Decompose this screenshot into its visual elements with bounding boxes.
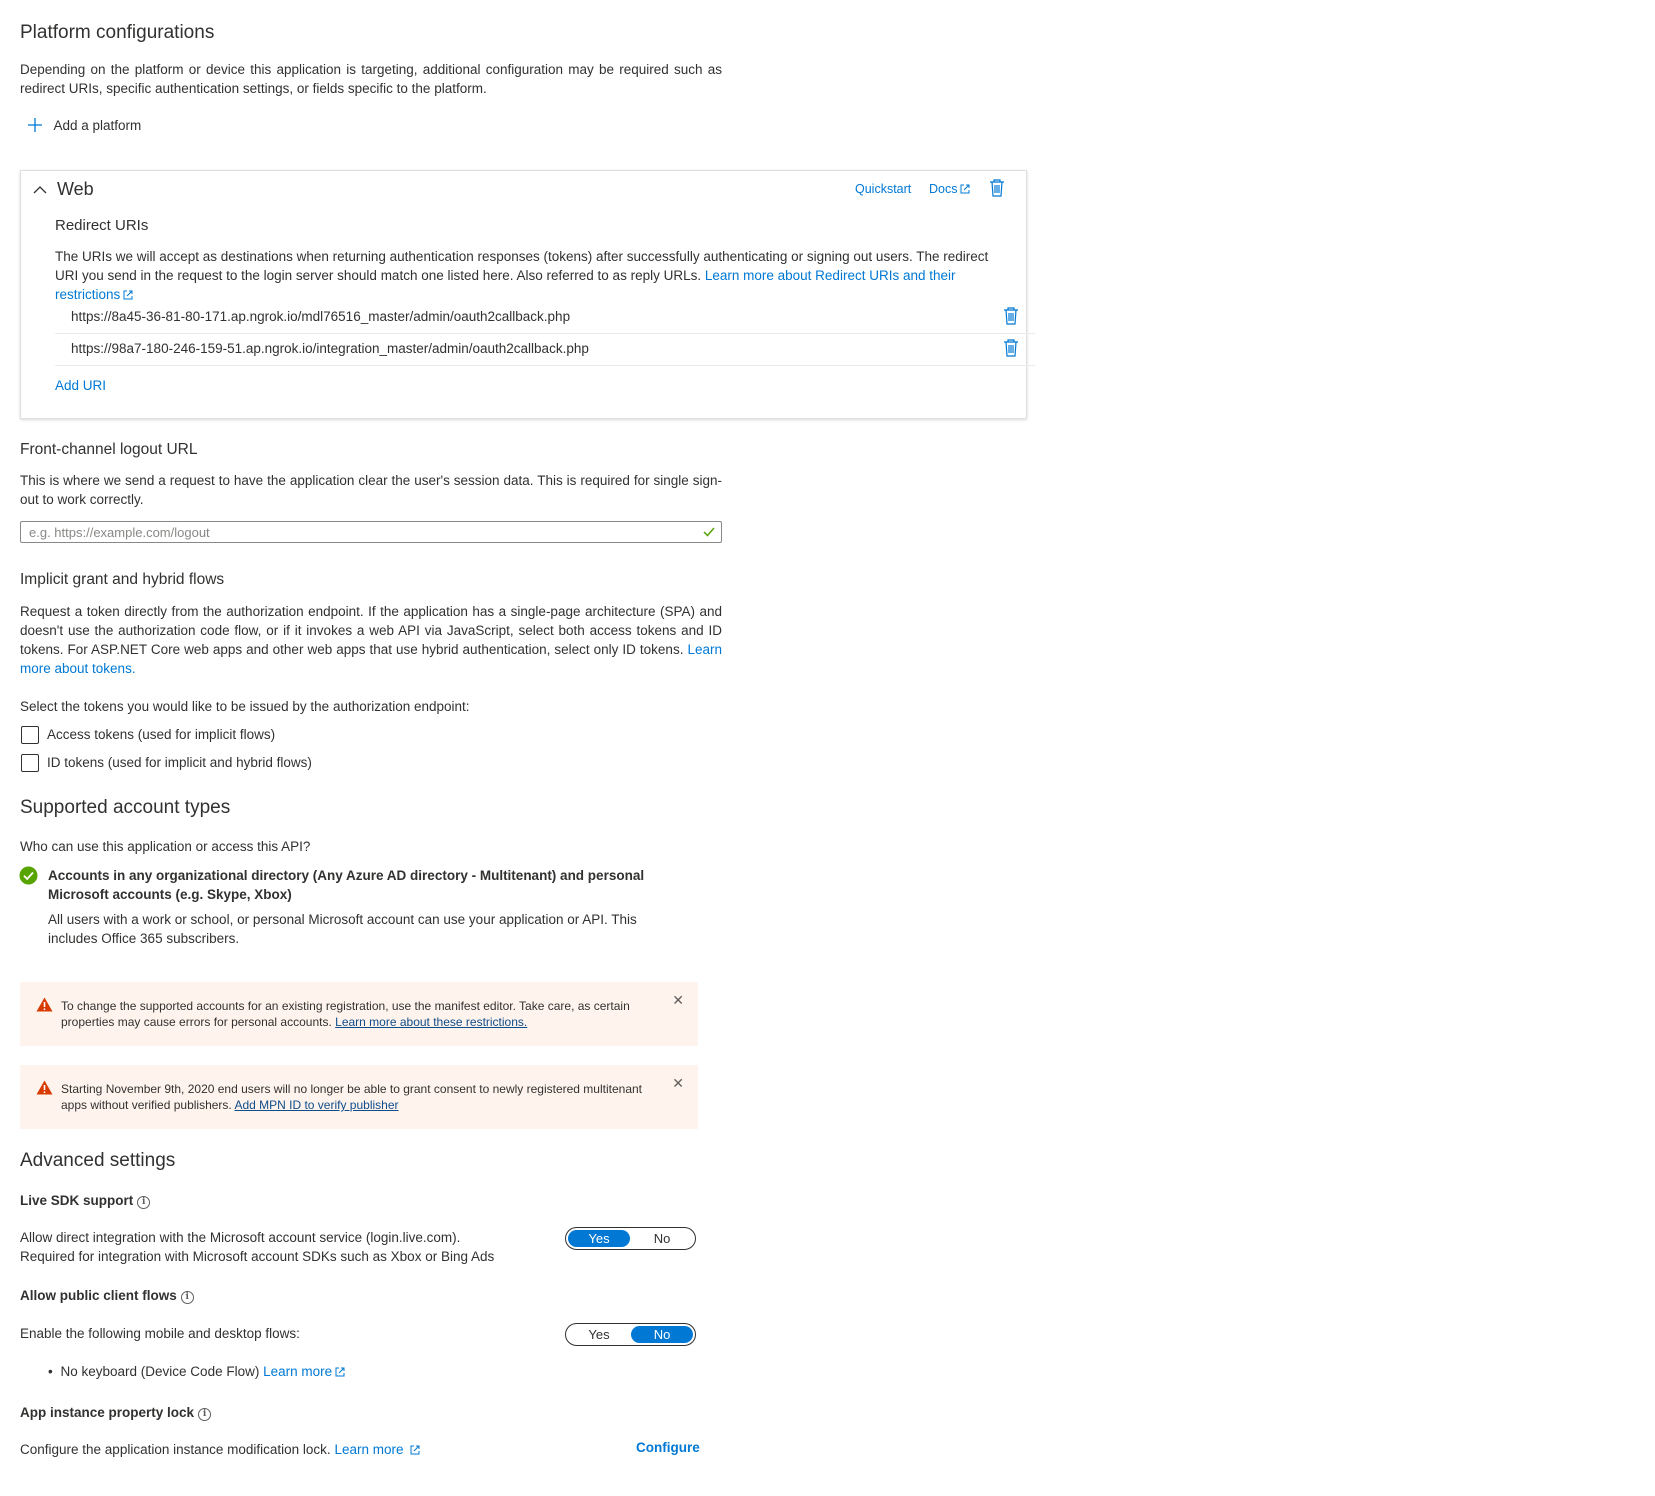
select-tokens-label: Select the tokens you would like to be issued by the authorization endpoint: bbox=[20, 699, 470, 714]
warning-message bbox=[61, 998, 651, 1030]
learn-more-restrictions-link[interactable]: Learn more about these restrictions. bbox=[335, 1015, 528, 1029]
implicit-description bbox=[20, 602, 722, 678]
warning-text: Starting November 9th, 2020 end users will no longer be able to grant consent to newly registered multitenant apps without verified publishers. bbox=[61, 1082, 643, 1112]
device-code-flow-label: No keyboard (Device Code Flow) bbox=[60, 1364, 260, 1379]
access-tokens-checkbox[interactable] bbox=[21, 726, 39, 744]
plus-icon bbox=[27, 117, 43, 138]
live-sdk-desc-line1: Allow direct integration with the Microsoft account service (login.live.com). bbox=[20, 1230, 461, 1245]
info-icon[interactable]: i bbox=[198, 1408, 211, 1421]
id-tokens-label: ID tokens (used for implicit and hybrid flows) bbox=[47, 755, 312, 770]
bullet: • bbox=[48, 1364, 53, 1379]
external-link-icon bbox=[409, 1442, 421, 1461]
warning-icon bbox=[36, 1080, 53, 1100]
external-link-icon bbox=[959, 183, 971, 198]
delete-platform-icon[interactable] bbox=[989, 179, 1005, 202]
account-types-title: Supported account types bbox=[20, 797, 231, 818]
checkmark-icon bbox=[702, 525, 716, 544]
selected-account-description: All users with a work or school, or personal Microsoft account can use your application or API. This includes Office 365 subscribers. bbox=[48, 912, 637, 946]
redirect-uris-description bbox=[55, 247, 995, 306]
public-client-description: Enable the following mobile and desktop flows: bbox=[20, 1326, 300, 1341]
instance-lock-title bbox=[20, 1403, 211, 1422]
warning-icon bbox=[36, 997, 53, 1017]
live-sdk-no-option[interactable]: No bbox=[653, 1231, 671, 1246]
implicit-desc-text: Request a token directly from the authorization endpoint. If the application has a single-page architecture (SPA) and doesn't use the authorization code flow, or if it invokes a web API via JavaScript, select both access tokens and ID tokens. For ASP.NET Core web apps and other web apps that use hybrid authentication, select only ID tokens. bbox=[20, 604, 722, 657]
selected-account-type: Accounts in any organizational directory (Any Azure AD directory - Multitenant) and personal Microsoft accounts (e.g. Skype, Xbox) bbox=[48, 868, 645, 902]
live-sdk-toggle[interactable] bbox=[565, 1227, 696, 1250]
add-platform-button[interactable] bbox=[27, 117, 141, 138]
public-client-title bbox=[20, 1286, 194, 1305]
docs-label: Docs bbox=[929, 182, 958, 196]
advanced-settings-title: Advanced settings bbox=[20, 1150, 176, 1171]
public-client-toggle[interactable] bbox=[565, 1323, 696, 1346]
learn-more-label: Learn more bbox=[334, 1442, 404, 1457]
warning-text: To change the supported accounts for an existing registration, use the manifest editor. Take care, as certain properties may cause errors for personal accounts. bbox=[61, 999, 630, 1029]
public-client-title-text: Allow public client flows bbox=[20, 1288, 177, 1303]
add-platform-label: Add a platform bbox=[53, 118, 142, 133]
id-tokens-checkbox[interactable] bbox=[21, 754, 39, 772]
add-mpn-id-link[interactable]: Add MPN ID to verify publisher bbox=[234, 1098, 399, 1112]
redirect-desc-text: The URIs we will accept as destinations when returning authentication responses (tokens) after successfully authenticating or signing out users. The redirect URI you send in the request to the login server should match one listed here. Also referred to as reply URLs. bbox=[55, 249, 989, 283]
redirect-link-label: Learn more about Redirect URIs and their restrictions bbox=[55, 268, 956, 302]
public-client-no-option[interactable]: No bbox=[631, 1326, 693, 1343]
learn-more-label: Learn more bbox=[263, 1364, 333, 1379]
add-uri-button[interactable]: Add URI bbox=[55, 378, 107, 393]
live-sdk-title bbox=[20, 1191, 150, 1210]
delete-uri-icon[interactable] bbox=[1003, 339, 1019, 362]
live-sdk-desc-line2: Required for integration with Microsoft account SDKs such as Xbox or Bing Ads bbox=[20, 1249, 495, 1264]
web-platform-card bbox=[20, 170, 1027, 419]
platform-description: Depending on the platform or device this application is targeting, additional configuration may be required such as redirect URIs, specific authentication settings, or fields specific to the platform. bbox=[20, 62, 722, 96]
redirect-uri-value[interactable]: https://8a45-36-81-80-171.ap.ngrok.io/mdl76516_master/admin/oauth2callback.php bbox=[71, 309, 571, 324]
redirect-uri-row bbox=[55, 301, 1035, 334]
redirect-uris-title: Redirect URIs bbox=[55, 217, 149, 234]
close-icon[interactable]: ✕ bbox=[672, 992, 684, 1008]
info-icon[interactable]: i bbox=[181, 1291, 194, 1304]
instance-lock-desc-text: Configure the application instance modification lock. bbox=[20, 1442, 331, 1457]
docs-link[interactable] bbox=[929, 182, 971, 198]
device-code-flow-item bbox=[48, 1362, 346, 1383]
web-card-title: Web bbox=[57, 179, 94, 199]
instance-lock-title-text: App instance property lock bbox=[20, 1405, 195, 1420]
redirect-uri-value[interactable]: https://98a7-180-246-159-51.ap.ngrok.io/integration_master/admin/oauth2callback.php bbox=[71, 341, 589, 356]
live-sdk-title-text: Live SDK support bbox=[20, 1193, 134, 1208]
implicit-title: Implicit grant and hybrid flows bbox=[20, 571, 225, 588]
platform-title: Platform configurations bbox=[20, 22, 215, 43]
live-sdk-yes-option[interactable]: Yes bbox=[568, 1230, 630, 1247]
external-link-icon bbox=[334, 1364, 346, 1383]
instance-lock-description bbox=[20, 1440, 421, 1461]
chevron-up-icon[interactable] bbox=[33, 183, 47, 202]
device-code-learn-more-link[interactable] bbox=[263, 1364, 346, 1379]
public-client-yes-option[interactable]: Yes bbox=[588, 1327, 610, 1342]
delete-uri-icon[interactable] bbox=[1003, 307, 1019, 330]
close-icon[interactable]: ✕ bbox=[672, 1075, 684, 1091]
logout-url-input[interactable] bbox=[20, 521, 722, 543]
account-types-question: Who can use this application or access this API? bbox=[20, 839, 311, 854]
logout-description: This is where we send a request to have the application clear the user's session data. This is required for single sign-out to work correctly. bbox=[20, 473, 722, 507]
redirect-uri-row bbox=[55, 333, 1035, 366]
warning-message bbox=[61, 1081, 651, 1113]
learn-more-tokens-link[interactable]: Learn more about tokens. bbox=[20, 642, 722, 676]
info-icon[interactable]: i bbox=[137, 1196, 150, 1209]
quickstart-link[interactable]: Quickstart bbox=[855, 182, 912, 196]
warning-banner bbox=[20, 1065, 698, 1129]
instance-lock-learn-more-link[interactable] bbox=[334, 1442, 421, 1457]
access-tokens-label: Access tokens (used for implicit flows) bbox=[47, 727, 276, 742]
logout-title: Front-channel logout URL bbox=[20, 441, 198, 458]
warning-banner bbox=[20, 982, 698, 1046]
check-circle-icon bbox=[19, 866, 38, 890]
configure-button[interactable]: Configure bbox=[636, 1440, 700, 1455]
